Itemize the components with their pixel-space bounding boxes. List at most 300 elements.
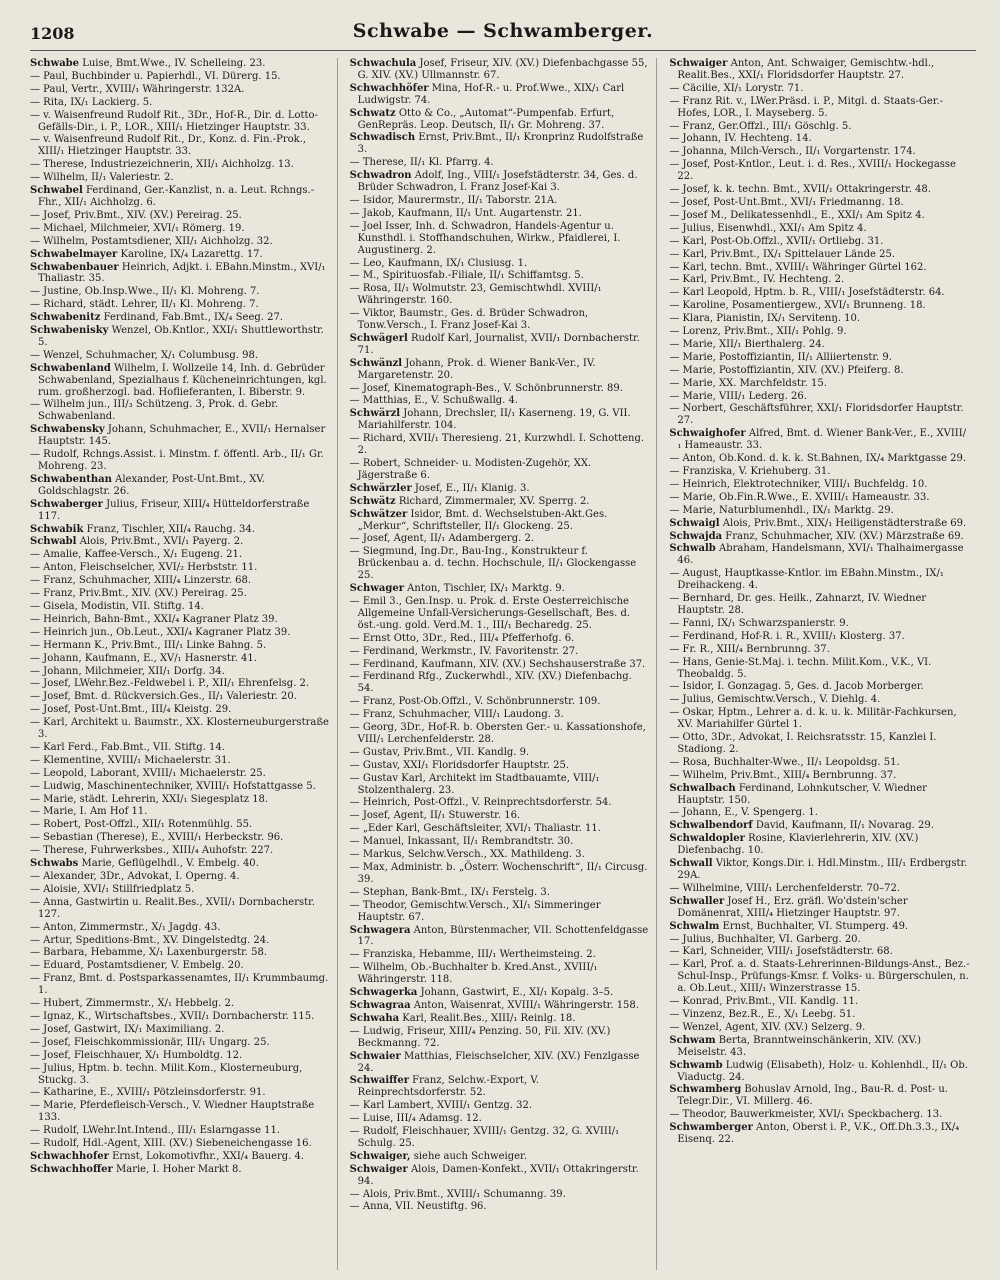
directory-entry — [669, 644, 970, 656]
entry-text: — Lorenz, Priv.Bmt., XII/₁ Pohlg. 9. — [669, 326, 847, 338]
directory-entry — [350, 659, 651, 671]
entry-text: — Jakob, Kaufmann, II/₁ Unt. Augartenstr. 21. — [349, 207, 582, 219]
entry-text: — Heinrich, Bahn-Bmt., XXI/₄ Kagraner Platz 39. — [30, 613, 278, 625]
directory-entry — [30, 806, 331, 818]
entry-text: — Franziska, Hebamme, III/₁ Wertheimsteing. 2. — [349, 949, 596, 961]
entry-surname: Schwam — [669, 1034, 716, 1046]
directory-entry — [30, 1011, 331, 1023]
directory-entry — [30, 1100, 331, 1124]
directory-entry — [669, 1084, 970, 1108]
entry-surname: Schwätz — [349, 495, 396, 507]
entry-text: Johann, Gastwirt, E., XI/₁ Kopalg. 3–5. — [420, 987, 614, 999]
directory-entry — [30, 1037, 331, 1049]
entry-text: — Franz, Bmt. d. Postsparkassenamtes, II/₁ Krummbaumg. 1. — [30, 973, 329, 997]
directory-entry — [30, 110, 331, 134]
entry-text: — Franz, Schuhmacher, VIII/₁ Laudong. 3. — [349, 709, 564, 721]
directory-entry — [669, 820, 970, 832]
entry-text: — Marie, XX. Marchfeldstr. 15. — [669, 377, 827, 389]
directory-entry — [30, 1125, 331, 1137]
entry-text: — Heinrich jun., Ob.Leut., XXI/₄ Kagraner Platz 39. — [30, 626, 291, 638]
entry-text: Julius, Friseur, XIII/₄ Hütteldorferstraße 117. — [38, 498, 310, 522]
directory-entry — [350, 810, 651, 822]
entry-surname: Schwachhoffer — [30, 1163, 113, 1175]
directory-entry — [30, 97, 331, 109]
entry-text: Alfred, Bmt. d. Wiener Bank-Ver., E., XVIII/₁ Hameaustr. 33. — [677, 428, 967, 452]
directory-entry — [350, 987, 651, 999]
directory-entry — [30, 575, 331, 587]
entry-text: — Karl Leopold, Hptm. b. R., VIII/₁ Josefstädterstr. 64. — [669, 287, 945, 299]
entry-text: Alois, Priv.Bmt., XVI/₁ Payerg. 2. — [79, 536, 244, 548]
directory-entry — [350, 1151, 651, 1163]
directory-entry — [350, 962, 651, 986]
entry-text: — Josef M., Delikatessenhdl., E., XXI/₁ Am Spitz 4. — [669, 209, 925, 221]
directory-entry — [30, 717, 331, 741]
directory-entry — [669, 249, 970, 261]
entry-surname: Schwadisch — [349, 132, 416, 144]
directory-entry — [30, 210, 331, 222]
entry-text: — Klara, Pianistin, IX/₁ Servitenŋ. 10. — [669, 313, 861, 325]
directory-entry — [30, 299, 331, 311]
directory-entry — [30, 185, 331, 209]
entry-text: — Karl Lambert, XVIII/₁ Gentzg. 32. — [349, 1100, 533, 1112]
entry-text: — Julius, Eisenwhdl., XXI/₁ Am Spitz 4. — [669, 222, 867, 234]
entry-text: — Max, Administr. b. „Österr. Wochenschrift“, II/₁ Circusg. 39. — [349, 862, 648, 885]
directory-entry — [350, 132, 651, 156]
directory-entry — [350, 1201, 651, 1213]
directory-entry — [350, 1189, 651, 1201]
directory-entry — [350, 408, 651, 432]
entry-text: — Katharine, E., XVIII/₁ Pötzleinsdorferstr. 91. — [30, 1087, 266, 1099]
directory-entry — [30, 998, 331, 1010]
directory-entry — [669, 543, 970, 567]
column-2 — [350, 58, 658, 1270]
directory-entry — [30, 71, 331, 83]
directory-entry — [669, 365, 970, 377]
directory-entry — [350, 760, 651, 772]
entry-text: — Paul, Buchbinder u. Papierhdl., VI. Dürerg. 15. — [30, 70, 281, 82]
entry-text: Ferdinand, Lohnkutscher, V. Wiedner Hauptstr. 150. — [677, 782, 927, 806]
directory-entry — [30, 562, 331, 574]
entry-text: — Hans, Genie-St.Maj. i. techn. Milit.Kom., V.K., VI. Theobaldg. 5. — [669, 656, 932, 680]
entry-text: — v. Waisenfreund Rudolf Rit., Dr., Konz. d. Fin.-Prok., XIII/₁ Hietzinger Hauptstr. 33. — [30, 134, 307, 158]
directory-entry — [30, 819, 331, 831]
directory-entry — [669, 184, 970, 196]
entry-text: — Karl, Priv.Bmt., IX/₁ Spittelauer Lände 25. — [669, 248, 895, 260]
directory-entry — [669, 807, 970, 819]
entry-text: — Josef, Agent, II/₁ Stuwerstr. 16. — [349, 810, 521, 822]
entry-text: — Rudolf, Fleischhauer, XVIII/₁ Gentzg. 32, G. XVIII/₁ Schulg. 25. — [349, 1126, 620, 1149]
entry-text: — Marie, Naturblumenhdl., IX/₁ Marktg. 29. — [669, 504, 894, 516]
entry-text: Viktor, Kongs.Dir. i. Hdl.Minstm., III/₁ Erdbergstr. 29A. — [677, 858, 968, 881]
directory-entry — [30, 159, 331, 171]
entry-text: — Rudolf, Hdl.-Agent, XIII. (XV.) Siebeneichengasse 16. — [30, 1138, 312, 1150]
directory-entry — [669, 223, 970, 235]
directory-entry — [350, 1164, 651, 1188]
entry-text: Anton, Waisenrat, XVIII/₁ Währingerstr. 158. — [413, 999, 639, 1011]
directory-entry — [30, 84, 331, 96]
entry-text: — Johanna, Milch-Versch., II/₁ Vorgartenstr. 174. — [669, 146, 916, 158]
directory-entry — [350, 849, 651, 861]
directory-entry — [669, 593, 970, 617]
entry-text: Alois, Priv.Bmt., XIX/₁ Heiligenstädterstraße 69. — [722, 517, 967, 529]
directory-entry — [30, 524, 331, 536]
entry-text: — Oskar, Hptm., Lehrer a. d. k. u. k. Militär-Fachkursen, XV. Mariahilfer Gürtel 1. — [669, 707, 957, 731]
entry-text: — Josef, Fleischhauer, X/₁ Humboldtg. 12. — [30, 1049, 243, 1061]
directory-entry — [30, 449, 331, 473]
entry-text: Anton, Oberst i. P., V.K., Off.Dh.3.3., IX/₄ Eisenq. 22. — [677, 1122, 960, 1146]
entry-surname: Schwabenitz — [30, 312, 101, 324]
entry-surname: Schwalb — [669, 543, 716, 555]
entry-text: — Fanni, IX/₁ Schwarzspanierstr. 9. — [669, 617, 849, 629]
entry-text: — Josef, Post-Unt.Bmt., XVI/₁ Friedmanng. 18. — [669, 196, 904, 208]
entry-text: — Josef, Kinematograph-Bes., V. Schönbrunnerstr. 89. — [349, 382, 623, 394]
directory-entry — [669, 339, 970, 351]
entry-text: — Michael, Milchmeier, XVI/₁ Römerg. 19. — [30, 222, 245, 234]
entry-text: — Anton, Zimmermstr., X/₁ Jagdg. 43. — [30, 921, 221, 933]
directory-entry — [669, 466, 970, 478]
directory-entry — [30, 960, 331, 972]
entry-surname: Schwachhöfer — [349, 82, 429, 94]
directory-entry — [30, 640, 331, 652]
directory-entry — [669, 96, 970, 120]
directory-entry — [30, 223, 331, 235]
directory-entry — [30, 614, 331, 626]
entry-text: — Josef, Agent, II/₁ Adambergerg. 2. — [349, 533, 535, 545]
entry-surname: Schwabl — [30, 536, 77, 548]
directory-entry — [350, 925, 651, 949]
entry-surname: Schwaberger — [30, 498, 103, 510]
entry-text: — Karl, Architekt u. Baumstr., XX. Klosterneuburgerstraße 3. — [30, 717, 329, 741]
entry-text: — M., Spirituosfab.-Filiale, II/₁ Schiffamtsg. 5. — [349, 270, 584, 282]
directory-entry — [350, 157, 651, 169]
entry-text: siehe auch Schweiger. — [413, 1150, 527, 1162]
directory-entry — [669, 757, 970, 769]
directory-entry — [350, 358, 651, 382]
directory-entry — [669, 896, 970, 920]
directory-entry — [669, 770, 970, 782]
entry-text: — Wenzel, Schuhmacher, X/₁ Columbusg. 98. — [30, 349, 259, 361]
directory-entry — [669, 133, 970, 145]
directory-entry — [669, 274, 970, 286]
directory-entry — [30, 666, 331, 678]
directory-entry — [669, 492, 970, 504]
directory-entry — [30, 742, 331, 754]
entry-text: — Karoline, Posamentiergew., XVI/₁ Brunneng. 18. — [669, 300, 926, 312]
directory-entry — [350, 496, 651, 508]
entry-text: — Fr. R., XIII/₄ Bernbrunng. 37. — [669, 643, 830, 655]
entry-text: — Markus, Selchw.Versch., XX. Mathildeng. 3. — [349, 849, 585, 861]
entry-surname: Schwabs — [30, 858, 79, 870]
entry-text: Anton, Ant. Schwaiger, Gemischtw.-hdl., Realit.Bes., XXI/₁ Floridsdorfer Hauptstr. 27. — [677, 58, 935, 81]
columns — [30, 58, 976, 1270]
entry-surname: Schwärzl — [349, 408, 401, 420]
entry-text: — Wilhelmine, VIII/₁ Lerchenfelderstr. 70–72. — [669, 882, 901, 894]
directory-entry — [30, 58, 331, 70]
directory-entry — [350, 333, 651, 357]
directory-entry — [669, 681, 970, 693]
entry-text: Johann, Schuhmacher, E., XVII/₁ Hernalser Hauptstr. 145. — [38, 424, 326, 448]
directory-entry — [30, 399, 331, 423]
entry-text: Richard, Zimmermaler, XV. Sperrg. 2. — [398, 495, 590, 507]
directory-entry — [669, 326, 970, 338]
entry-text: Karl, Realit.Bes., XIII/₁ Reinlg. 18. — [402, 1012, 576, 1024]
entry-text: — Konrad, Priv.Bmt., VII. Kandlg. 11. — [669, 996, 859, 1008]
entry-text: Luise, Bmt.Wwe., IV. Schelleing. 23. — [82, 58, 266, 69]
entry-text: — Rudolf, LWehr.Int.Intend., III/₁ Eslarngasse 11. — [30, 1125, 281, 1137]
entry-text: — Marie, Postoffiziantin, II/₁ Alliiertenstr. 9. — [669, 351, 892, 363]
directory-entry — [30, 499, 331, 523]
entry-text: — Wilhelm, Ob.-Buchhalter b. Kred.Anst., XVIII/₁ Währingerstr. 118. — [349, 962, 598, 986]
directory-entry — [350, 270, 651, 282]
directory-entry — [350, 709, 651, 721]
entry-text: — Marie, Postoffiziantin, XIV. (XV.) Pfeiferg. 8. — [669, 364, 904, 376]
entry-surname: Schwaiger — [669, 58, 728, 69]
entry-surname: Schwaier — [349, 1050, 401, 1062]
directory-entry — [350, 221, 651, 257]
entry-text: — Wilhelm, Postamtsdiener, XII/₁ Aichholzg. 32. — [30, 235, 273, 247]
directory-entry — [350, 546, 651, 582]
directory-entry — [30, 236, 331, 248]
directory-entry — [350, 458, 651, 482]
directory-entry — [30, 1087, 331, 1099]
directory-entry — [30, 653, 331, 665]
directory-entry — [30, 1164, 331, 1176]
entry-text: — August, Hauptkasse-Kntlor. im EBahn.Minstm., IX/₁ Dreihackeng. 4. — [669, 568, 944, 592]
directory-entry — [669, 453, 970, 465]
entry-text: — Amalie, Kaffee-Versch., X/₁ Eugeng. 21. — [30, 549, 243, 561]
entry-text: — Rudolf, Rchngs.Assist. i. Minstm. f. öffentl. Arb., II/₁ Gr. Mohreng. 23. — [30, 449, 324, 472]
entry-text: — Marie, Ob.Fin.R.Wwe., E. XVIII/₁ Hameaustr. 33. — [669, 491, 930, 503]
directory-entry — [350, 58, 651, 82]
directory-entry — [669, 883, 970, 895]
directory-entry — [350, 1100, 651, 1112]
entry-text: — Anton, Fleischselcher, XVI/₂ Herbststr. 11. — [30, 562, 258, 574]
directory-entry — [350, 1075, 651, 1099]
directory-entry — [30, 871, 331, 883]
entry-surname: Schwalbach — [669, 782, 736, 794]
entry-surname: Schwabel — [30, 185, 83, 197]
entry-text: Berta, Branntweinschänkerin, XIV. (XV.) Meiselstr. 43. — [677, 1034, 922, 1058]
directory-entry — [350, 195, 651, 207]
entry-surname: Schwaldopler — [669, 833, 745, 845]
directory-entry — [350, 170, 651, 194]
entry-text: Ludwig (Elisabeth), Holz- u. Kohlenhdl., II/₁ Ob. Viaductg. 24. — [677, 1059, 968, 1083]
directory-entry — [350, 1026, 651, 1050]
entry-text: — Franz Rit. v., LWer.Präsd. i. P., Mitgl. d. Staats-Ger.-Hofes, LOR., I. Mayseberg. 5. — [669, 95, 944, 119]
directory-entry — [30, 536, 331, 548]
entry-text: — Anna, VII. Neustiftg. 96. — [349, 1201, 487, 1213]
directory-entry — [30, 172, 331, 184]
entry-text: — Aloisie, XVI/₁ Stillfriedplatz 5. — [30, 883, 195, 895]
entry-text: Johann, Prok. d. Wiener Bank-Ver., IV. Margaretenstr. 20. — [357, 357, 596, 381]
directory-entry — [350, 887, 651, 899]
entry-text: — Heinrich, Elektrotechniker, VIII/₁ Buchfeldg. 10. — [669, 478, 928, 490]
directory-entry — [669, 1122, 970, 1146]
entry-surname: Schwabik — [30, 523, 84, 535]
entry-surname: Schwajda — [669, 530, 723, 542]
directory-entry — [350, 395, 651, 407]
entry-text: — Paul, Vertr., XVIII/₁ Währingerstr. 132A. — [30, 83, 245, 95]
directory-entry — [669, 518, 970, 530]
entry-text: — Rosa, Buchhalter-Wwe., II/₁ Leopoldsg. 51. — [669, 756, 900, 768]
entry-text: — Karl, techn. Bmt., XVIII/₁ Währinger Gürtel 162. — [669, 261, 927, 273]
entry-text: — Josef, Post-Kntlor., Leut. i. d. Res., XVIII/₁ Hockegasse 22. — [669, 159, 956, 183]
entry-text: — Sebastian (Therese), E., XVIII/₁ Herbeckstr. 96. — [30, 832, 284, 844]
directory-entry — [350, 1113, 651, 1125]
entry-text: — Johann, IV. Hechteng. 14. — [669, 133, 812, 145]
entry-text: — Ferdinand Rfg., Zuckerwhdl., XIV. (XV.) Diefenbachg. 54. — [349, 671, 632, 695]
entry-text: David, Kaufmann, II/₁ Novarag. 29. — [755, 820, 934, 832]
directory-entry — [350, 83, 651, 107]
entry-text: — Gustav, Priv.Bmt., VII. Kandlg. 9. — [349, 746, 530, 758]
entry-text: — Julius, Gemischtw.Versch., V. Diehlg. 4. — [669, 694, 881, 706]
entry-text: — Stephan, Bank-Bmt., IX/₁ Ferstelg. 3. — [349, 886, 550, 898]
entry-surname: Schwalbendorf — [669, 820, 753, 832]
entry-text: — Rita, IX/₁ Lackierg. 5. — [30, 96, 153, 108]
entry-text: Adolf, Ing., VIII/₁ Josefstädterstr. 34, Ges. d. Brüder Schwadron, I. Franz Josef-Kai 3. — [357, 170, 638, 194]
directory-entry — [669, 946, 970, 958]
directory-entry — [669, 378, 970, 390]
directory-entry — [669, 1035, 970, 1059]
directory-entry — [669, 479, 970, 491]
entry-text: Ernst, Lokomotivfhr., XXI/₄ Bauerg. 4. — [112, 1150, 305, 1162]
entry-surname: Schwachula — [349, 58, 417, 69]
entry-text: — Cäcilie, XI/₁ Lorystr. 71. — [669, 82, 804, 94]
entry-text: — Eduard, Postamtsdiener, V. Embelg. 20. — [30, 960, 244, 972]
directory-entry — [350, 900, 651, 924]
entry-surname: Schwaha — [349, 1012, 400, 1024]
entry-text: — Marie, Pferdefleisch-Versch., V. Wiedner Hauptstraße 133. — [30, 1100, 315, 1124]
entry-text: — Ludwig, Friseur, XIII/₄ Penzing. 50, Fil. XIV. (XV.) Beckmanng. 72. — [349, 1025, 611, 1049]
entry-text: — Theodor, Gemischtw.Versch., XI/₁ Simmeringer Hauptstr. 67. — [349, 899, 601, 923]
entry-text: — Alois, Priv.Bmt., XVIII/₁ Schumanng. 39. — [349, 1188, 566, 1200]
directory-entry — [30, 973, 331, 997]
page-number: 1208 — [30, 24, 75, 43]
directory-entry — [350, 383, 651, 395]
page-header — [30, 20, 976, 51]
entry-text: Josef, E., II/₁ Klanig. 3. — [414, 482, 530, 494]
directory-entry — [30, 350, 331, 362]
entry-text: — Gisela, Modistin, VII. Stiftg. 14. — [30, 600, 204, 612]
directory-entry — [30, 781, 331, 793]
entry-text: — Franz, Ger.Offzl., III/₁ Göschlg. 5. — [669, 120, 852, 132]
directory-entry — [669, 300, 970, 312]
entry-text: — Josef, Fleischkommissionär, III/₁ Ungarg. 25. — [30, 1036, 270, 1048]
entry-text: — Karl Ferd., Fab.Bmt., VII. Stiftg. 14. — [30, 741, 225, 753]
entry-text: Isidor, Bmt. d. Wechselstuben-Akt.Ges. „Merkur“, Schriftsteller, II/₁ Glockeng. 25. — [357, 508, 608, 532]
entry-surname: Schwagera — [349, 924, 411, 936]
directory-entry — [30, 897, 331, 921]
entry-surname: Schwabe — [30, 58, 80, 69]
entry-text: — Rosa, II/₁ Wolmutstr. 23, Gemischtwhdl. XVIII/₁ Währingerstr. 160. — [349, 283, 602, 307]
entry-surname: Schwägerl — [349, 332, 408, 344]
entry-text: — Richard, städt. Lehrer, II/₁ Kl. Mohreng. 7. — [30, 299, 259, 311]
entry-surname: Schwagerka — [349, 987, 418, 999]
directory-entry — [350, 646, 651, 658]
directory-entry — [669, 391, 970, 403]
entry-text: — Franz, Post-Ob.Offzl., V. Schönbrunnerstr. 109. — [349, 696, 601, 708]
entry-text: Bohuslav Arnold, Ing., Bau-R. d. Post- u. Telegr.Dir., VI. Millerg. 46. — [677, 1084, 948, 1108]
entry-text: — Julius, Buchhalter, VI. Garberg. 20. — [669, 933, 861, 945]
directory-entry — [30, 588, 331, 600]
directory-entry — [350, 208, 651, 220]
directory-entry — [669, 1060, 970, 1084]
entry-text: — Theodor, Bauwerkmeister, XVI/₁ Speckbacherg. 13. — [669, 1109, 943, 1121]
directory-entry — [669, 833, 970, 857]
directory-entry — [669, 403, 970, 427]
entry-text: — Ferdinand, Kaufmann, XIV. (XV.) Sechshauserstraße 37. — [349, 658, 646, 670]
column-1 — [30, 58, 338, 1270]
entry-surname: Schwabensky — [30, 424, 105, 436]
directory-entry — [669, 858, 970, 882]
entry-text: Josef H., Erz. gräfl. Wo'dstein'scher Domänenrat, XIII/₄ Hietzinger Hauptstr. 97. — [677, 895, 908, 919]
entry-text: — Marie, VIII/₁ Lederg. 26. — [669, 390, 807, 402]
entry-text: — Siegmund, Ing.Dr., Bau-Ing., Konstrukteur f. Brückenbau a. d. techn. Hochschule, II/₁ Glockengasse 25. — [349, 546, 637, 582]
entry-text: — Emil 3., Gen.Insp. u. Prok. d. Erste Oesterreichische Allgemeine Unfall-Versicherungs-Gesellschaft, Bes. d. öst.-ung. gold. Verd.M. 1., III/₁ Becharedg. 25. — [349, 595, 631, 631]
entry-text: — Karl, Priv.Bmt., IV. Hechteng. 2. — [669, 274, 845, 286]
entry-text: — Josef, k. k. techn. Bmt., XVII/₁ Ottakringerstr. 48. — [669, 184, 931, 196]
directory-entry — [30, 947, 331, 959]
entry-surname: Schwaighofer — [669, 428, 746, 440]
directory-entry — [669, 1109, 970, 1121]
entry-text: — Johann, Kaufmann, E., XV/₁ Hasnerstr. 41. — [30, 652, 257, 664]
entry-surname: Schwadron — [349, 170, 412, 182]
entry-text: Franz, Selchw.-Export, V. Reinprechtsdorferstr. 52. — [357, 1075, 540, 1099]
directory-entry — [669, 1022, 970, 1034]
entry-text: — Ignaz, K., Wirtschaftsbes., XVII/₁ Dornbacherstr. 115. — [30, 1010, 315, 1022]
entry-text: — Marie, I. Am Hof 11. — [30, 806, 148, 818]
entry-text: Heinrich, Adjkt. i. EBahn.Minstm., XVI/₁ Thaliastr. 35. — [38, 261, 326, 285]
entry-surname: Schwaiger — [349, 1163, 408, 1175]
entry-text: — Therese, II/₁ Kl. Pfarrg. 4. — [349, 157, 494, 169]
directory-entry — [669, 934, 970, 946]
entry-text: — Karl, Prof. a. d. Staats-Lehrerinnen-Bildungs-Anst., Bez.-Schul-Insp., Prüfungs-Kmsr. f. Volks- u. Bürgerschulen, n. a. Ob.Leut., XIII/₁ Winzerstrasse 15. — [669, 959, 970, 995]
entry-text: — Artur, Speditions-Bmt., XV. Dingelstedtg. 24. — [30, 934, 270, 946]
entry-text: — Ferdinand, Hof-R. i. R., XVIII/₁ Klosterg. 37. — [669, 630, 905, 642]
directory-entry — [350, 308, 651, 332]
entry-text: — Viktor, Baumstr., Ges. d. Brüder Schwadron, Tonw.Versch., I. Franz Josef-Kai 3. — [349, 308, 589, 332]
directory-entry — [30, 1151, 331, 1163]
entry-text: — Vinzenz, Bez.R., E., X/₁ Leebg. 51. — [669, 1008, 856, 1020]
entry-surname: Schwachhofer — [30, 1150, 109, 1162]
directory-entry — [669, 618, 970, 630]
directory-entry — [30, 325, 331, 349]
entry-surname: Schwamb — [669, 1059, 723, 1071]
directory-entry — [669, 959, 970, 995]
directory-entry — [669, 313, 970, 325]
entry-text: — Barbara, Hebamme, X/₁ Laxenburgerstr. 58. — [30, 947, 268, 959]
directory-entry — [350, 509, 651, 533]
directory-entry — [669, 262, 970, 274]
directory-entry — [669, 707, 970, 731]
entry-surname: Schwatz — [349, 107, 396, 119]
directory-entry — [350, 747, 651, 759]
entry-surname: Schwamberger — [669, 1122, 753, 1134]
directory-entry — [350, 1126, 651, 1150]
directory-entry — [350, 583, 651, 595]
entry-surname: Schwalm — [669, 920, 720, 932]
directory-entry — [350, 836, 651, 848]
entry-text: — Julius, Hptm. b. techn. Milit.Kom., Klosterneuburg, Stuckg. 3. — [30, 1062, 303, 1086]
entry-text: — Bernhard, Dr. ges. Heilk., Zahnarzt, IV. Wiedner Hauptstr. 28. — [669, 593, 927, 616]
entry-text: — Johann, Milchmeier, XII/₁ Dorfg. 34. — [30, 665, 225, 677]
directory-entry — [669, 287, 970, 299]
entry-text: — Richard, XVII/₁ Theresieng. 21, Kurzwhdl. I. Schotteng. 2. — [349, 433, 645, 457]
entry-text: — Therese, Fuhrwerksbes., XIII/₄ Auhofstr. 227. — [30, 845, 274, 857]
directory-entry — [350, 722, 651, 746]
entry-text: — Hubert, Zimmermstr., X/₁ Hebbelg. 2. — [30, 998, 235, 1010]
entry-text: — Ferdinand, Werkmstr., IV. Favoritenstr. 27. — [349, 645, 579, 657]
